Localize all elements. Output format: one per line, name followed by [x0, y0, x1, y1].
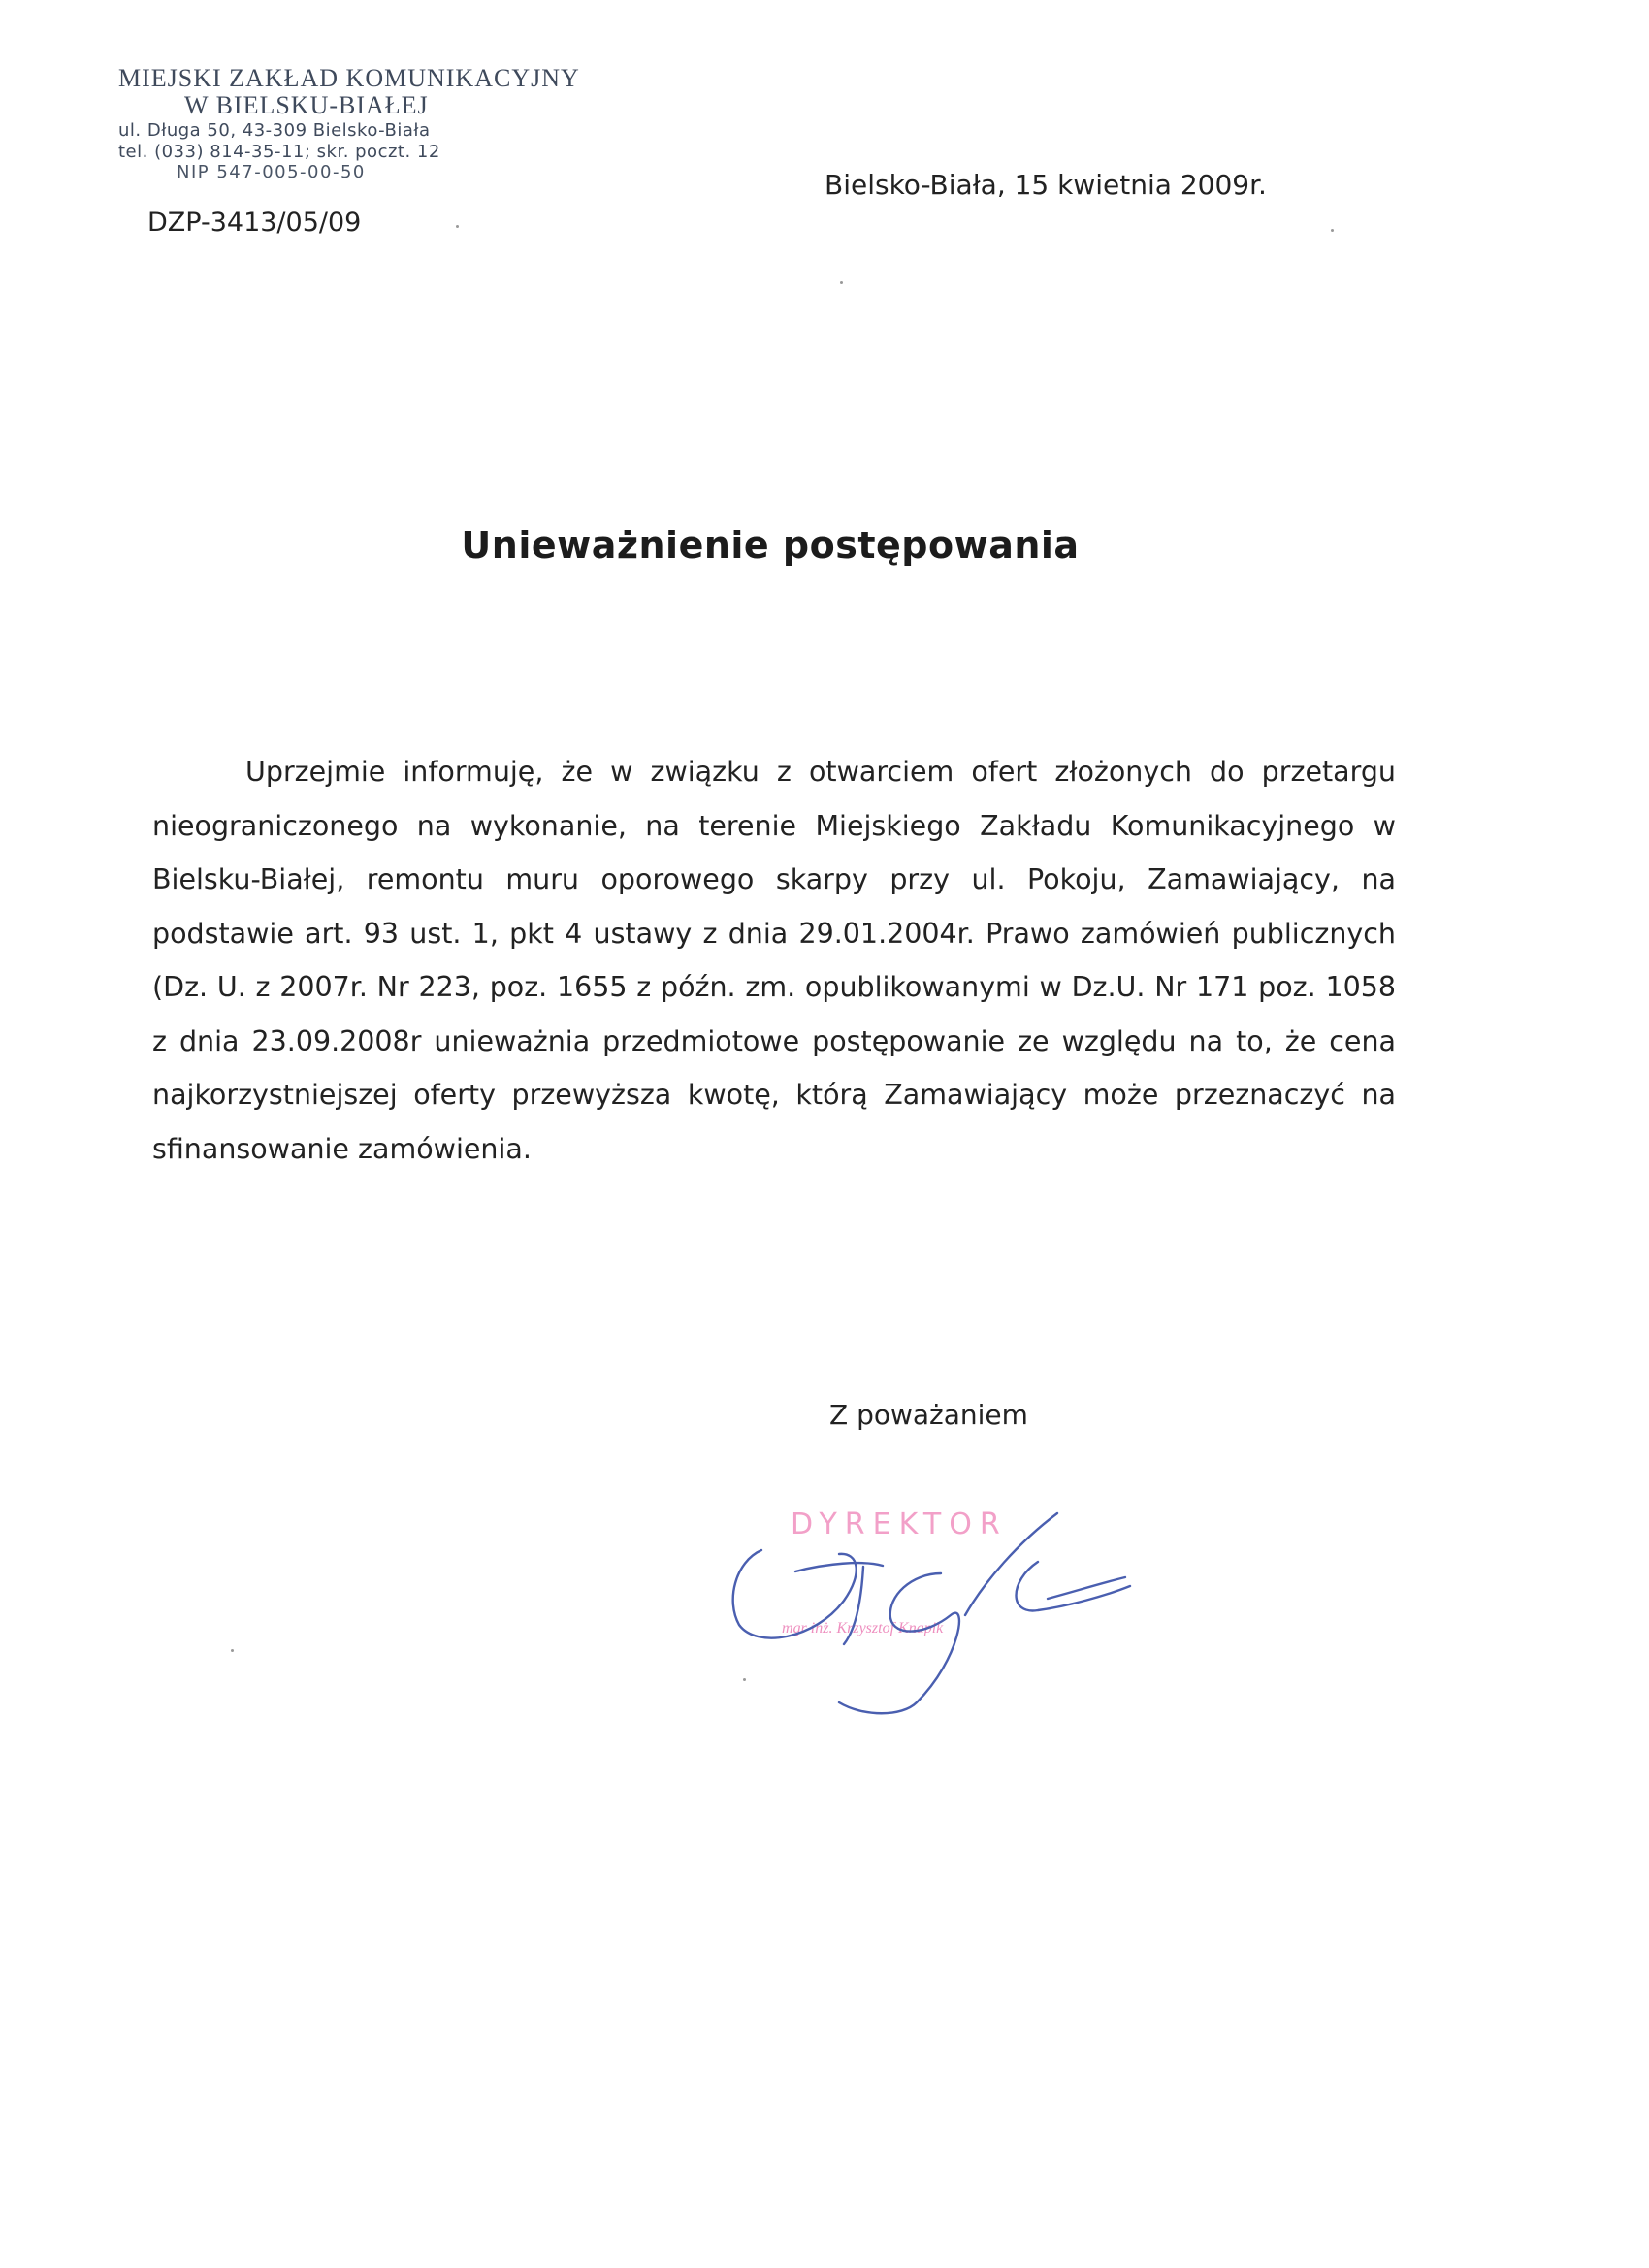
director-stamp-name: mgr inż. Krzysztof Knapik — [782, 1620, 944, 1636]
date-line: Bielsko-Biała, 15 kwietnia 2009r. — [824, 169, 1267, 201]
reference-number: DZP-3413/05/09 — [147, 208, 362, 238]
organization-nip: NIP 547-005-00-50 — [177, 162, 366, 182]
signature-block — [718, 1484, 1242, 1717]
scan-speck — [1331, 229, 1334, 232]
scan-speck — [743, 1678, 746, 1681]
scan-speck — [456, 225, 459, 228]
organization-phone: tel. (033) 814-35-11; skr. poczt. 12 — [118, 142, 440, 162]
scan-speck — [231, 1649, 234, 1652]
document-title: Unieważnienie postępowania — [461, 524, 1080, 567]
closing-salutation: Z poważaniem — [829, 1399, 1028, 1431]
organization-name: MIEJSKI ZAKŁAD KOMUNIKACYJNY — [118, 64, 580, 92]
director-stamp-title: DYREKTOR — [791, 1507, 1008, 1541]
organization-city: W BIELSKU-BIAŁEJ — [184, 91, 429, 119]
handwritten-signature-icon — [718, 1484, 1242, 1717]
letterhead-stamp — [114, 64, 580, 182]
scan-speck — [840, 281, 843, 284]
body-paragraph: Uprzejmie informuję, że w związku z otwarciem ofert złożonych do przetargu nieograniczonego na wykonanie, na terenie Miejskiego Zakładu Komunikacyjnego w Bielsku-Białej, remontu muru oporowego skarpy przy ul. Pokoju, Zamawiający, na podstawie art. 93 ust. 1, pkt 4 ustawy z dnia 29.01.2004r. Prawo zamówień publicznych (Dz. U. z 2007r. Nr 223, poz. 1655 z późn. zm. opublikowanymi w Dz.U. Nr 171 poz. 1058 z dnia 23.09.2008r unieważnia przedmiotowe postępowanie ze względu na to, że cena najkorzystniejszej oferty przewyższa kwotę, którą Zamawiający może przeznaczyć na sfinansowanie zamówienia. — [152, 756, 1396, 1165]
organization-address: ul. Długa 50, 43-309 Bielsko-Biała — [118, 120, 431, 141]
